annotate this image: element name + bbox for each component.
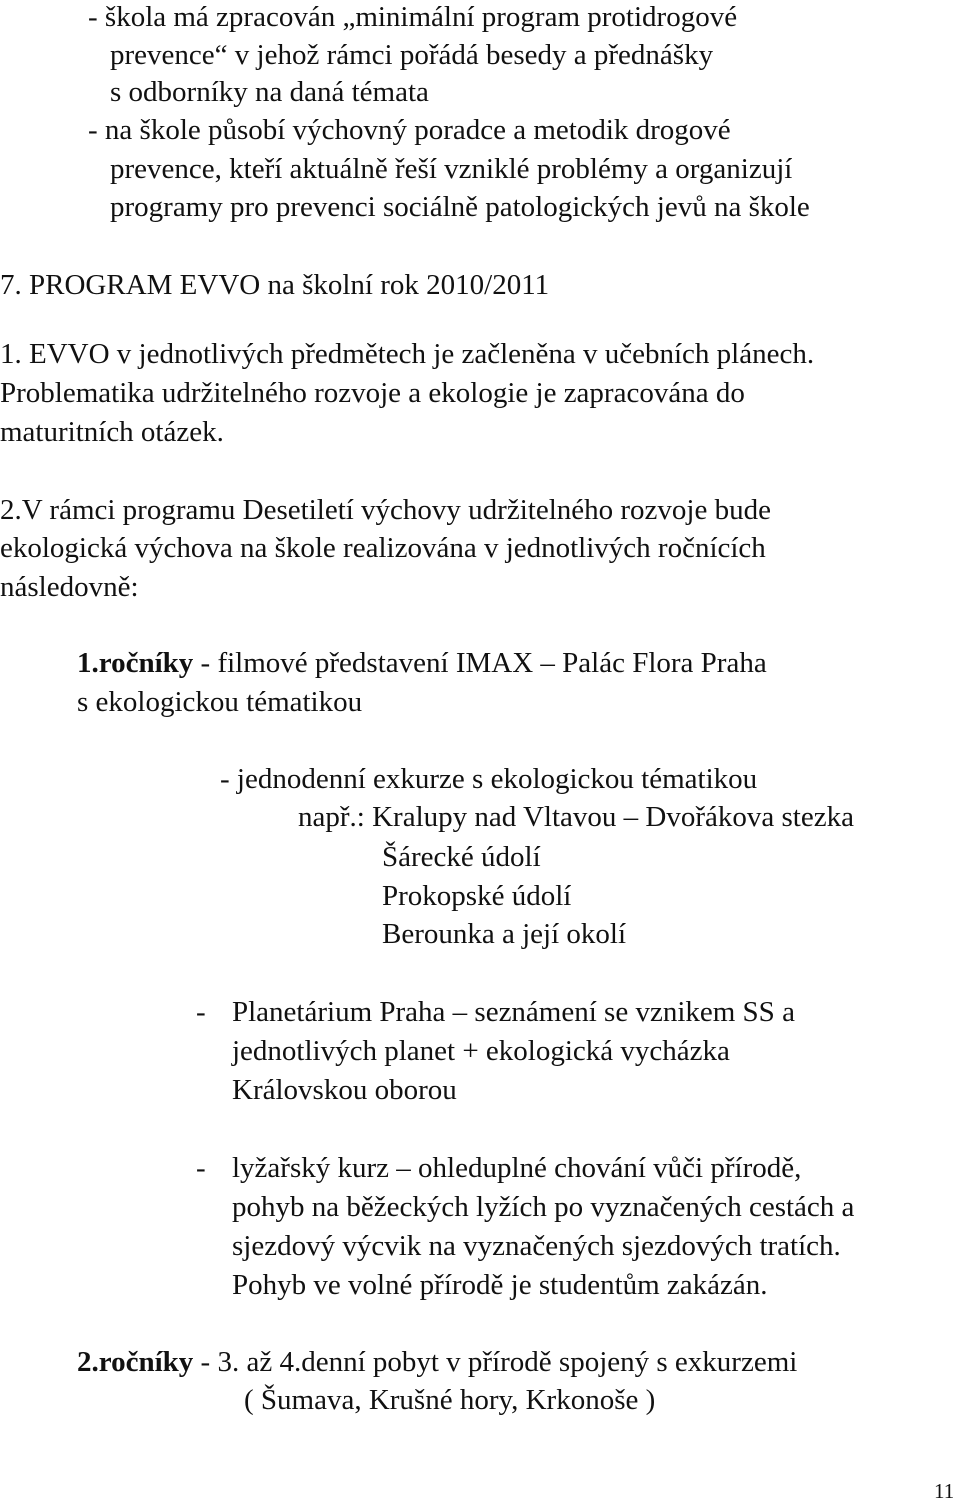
grade1-label: 1.ročníky	[77, 647, 194, 679]
excursion-place: Berounka a její okolí	[382, 918, 627, 950]
list-item-line: lyžařský kurz – ohleduplné chování vůči přírodě,	[232, 1152, 802, 1184]
list-item-line: pohyb na běžeckých lyžích po vyznačených cestách a	[232, 1191, 855, 1223]
list-item-line: Královskou oborou	[232, 1074, 457, 1106]
list-item-line: Pohyb ve volné přírodě je studentům zakázán.	[232, 1269, 768, 1301]
paragraph-line: Problematika udržitelného rozvoje a ekologie je zapracována do	[0, 377, 745, 409]
grade1-text: - filmové představení IMAX – Palác Flora Praha	[193, 647, 767, 679]
paragraph-line: následovně:	[0, 571, 139, 603]
bullet-line: prevence, kteří aktuálně řeší vzniklé problémy a organizují	[110, 153, 793, 185]
paragraph-line: 2.V rámci programu Desetiletí výchovy udržitelného rozvoje bude	[0, 494, 771, 526]
excursion-place: Prokopské údolí	[382, 880, 572, 912]
list-item-line: sjezdový výcvik na vyznačených sjezdových tratích.	[232, 1230, 841, 1262]
bullet-line: - na škole působí výchovný poradce a metodik drogové	[88, 114, 731, 146]
grade1-line: s ekologickou tématikou	[77, 686, 363, 718]
grade2-line	[77, 1345, 797, 1379]
excursion-place: Šárecké údolí	[382, 841, 541, 873]
example-prefix: např.:	[298, 801, 365, 833]
bullet-line: prevence“ v jehož rámci pořádá besedy a přednášky	[110, 39, 714, 71]
list-dash: -	[196, 996, 206, 1028]
grade1-line	[77, 646, 767, 680]
grade2-label: 2.ročníky	[77, 1346, 194, 1378]
section-heading: 7. PROGRAM EVVO na školní rok 2010/2011	[0, 269, 550, 301]
bullet-line: - škola má zpracován „minimální program protidrogové	[88, 1, 738, 33]
paragraph-line: 1. EVVO v jednotlivých předmětech je začleněna v učebních plánech.	[0, 338, 815, 370]
excursion-line: - jednodenní exkurze s ekologickou tématikou	[220, 763, 758, 795]
grade2-text: - 3. až 4.denní pobyt v přírodě spojený s exkurzemi	[193, 1346, 798, 1378]
list-item-line: Planetárium Praha – seznámení se vznikem SS a	[232, 996, 795, 1028]
paragraph-line: maturitních otázek.	[0, 416, 224, 448]
excursion-place-line	[298, 800, 854, 834]
paragraph-line: ekologická výchova na škole realizována v jednotlivých ročnících	[0, 532, 766, 564]
bullet-line: programy pro prevenci sociálně patologických jevů na škole	[110, 191, 810, 223]
grade2-line: ( Šumava, Krušné hory, Krkonoše )	[244, 1384, 656, 1416]
list-dash: -	[196, 1152, 206, 1184]
list-item-line: jednotlivých planet + ekologická vycházka	[232, 1035, 730, 1067]
excursion-place: Kralupy nad Vltavou – Dvořákova stezka	[372, 801, 854, 833]
bullet-line: s odborníky na daná témata	[110, 76, 429, 108]
page-number: 11	[934, 1479, 955, 1503]
